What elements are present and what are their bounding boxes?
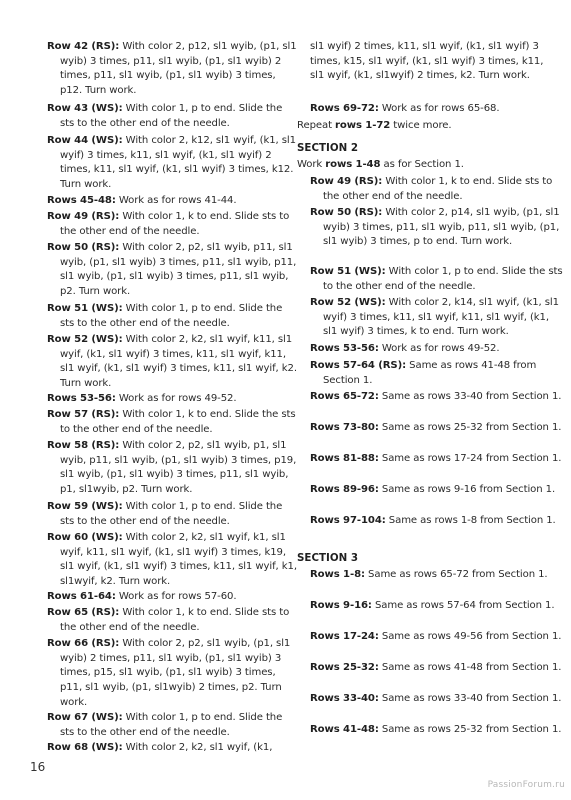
row-text: With color 1, k to end. Slide sts to the other end of the needle. bbox=[60, 211, 290, 237]
row-text: Same as rows 33-40 from Section 1. bbox=[378, 693, 562, 704]
row-label: Row 50 (RS): bbox=[310, 207, 383, 218]
section-2-heading: SECTION 2 bbox=[297, 142, 358, 154]
rows-45-48-instruction bbox=[47, 194, 298, 209]
row-label: Row 49 (RS): bbox=[310, 176, 383, 187]
row-text: Work as for rows 57-60. bbox=[115, 591, 237, 602]
row-67-instruction bbox=[47, 711, 298, 740]
row-text: With color 2, k2, sl1 wyif, k1, sl1 wyif, k11, sl1 wyif, (k1, sl1 wyif) 3 times, k19, sl1 wyif, (k1, sl1 wyif) 3 times, k11, sl1 wyif, k1, sl1wyif, k2. Turn work. bbox=[60, 532, 297, 588]
row-text: With color 1, k to end. Slide sts to the other end of the needle. bbox=[323, 176, 553, 202]
row-label: Rows 25-32: bbox=[310, 662, 379, 673]
section-3-heading: SECTION 3 bbox=[297, 552, 358, 564]
row-label: Rows 53-56: bbox=[47, 393, 116, 404]
row-label: Rows 45-48: bbox=[47, 195, 116, 206]
row-text: With color 2, p2, sl1 wyib, (p1, sl1 wyib) 2 times, p11, sl1 wyib, (p1, sl1 wyib) 3 times, p15, sl1 wyib, (p1, sl1 wyib) 3 times, p11, sl1 wyib, (p1, sl1wyib) 2 times, p2. Turn work. bbox=[60, 638, 291, 708]
row-label: Rows 1-8: bbox=[310, 569, 365, 580]
row-text: With color 2, k2, sl1 wyif, k11, sl1 wyif, (k1, sl1 wyif) 3 times, k11, sl1 wyif, k11, sl1 wyif, (k1, sl1 wyif) 3 times, k11, sl1 wyif, k2. Turn work. bbox=[60, 334, 297, 390]
row-text: Same as rows 17-24 from Section 1. bbox=[378, 453, 562, 464]
row-label: Row 49 (RS): bbox=[47, 211, 120, 222]
row-label: Rows 61-64: bbox=[47, 591, 116, 602]
row-label: Row 50 (RS): bbox=[47, 242, 120, 253]
s2-row-49-instruction bbox=[310, 175, 565, 204]
row-50-instruction bbox=[47, 241, 298, 300]
row-label: Row 52 (WS): bbox=[310, 297, 386, 308]
s2-rows-97-104-instruction bbox=[310, 514, 565, 529]
row-text: Same as rows 65-72 from Section 1. bbox=[364, 569, 548, 580]
intro-rows: rows 1-48 bbox=[325, 159, 381, 170]
row-text: With color 2, p2, sl1 wyib, p1, sl1 wyib, p11, sl1 wyib, (p1, sl1 wyib) 3 times, p19, sl1 wyib, (p1, sl1 wyib) 3 times, p11, sl1 wyib, p1, sl1wyib, p2. Turn work. bbox=[60, 440, 297, 496]
s3-rows-1-8-instruction bbox=[310, 568, 565, 583]
row-57-instruction bbox=[47, 408, 298, 437]
s2-row-52-instruction bbox=[310, 296, 565, 340]
row-text: Work as for rows 49-52. bbox=[378, 343, 500, 354]
intro-text-end: as for Section 1. bbox=[380, 159, 464, 170]
s2-rows-53-56-instruction bbox=[310, 342, 565, 357]
row-text: With color 2, p2, sl1 wyib, p11, sl1 wyib, (p1, sl1 wyib) 3 times, p11, sl1 wyib, p11, sl1 wyib, (p1, sl1 wyib) 3 times, p11, sl1 wyib, p2. Turn work. bbox=[60, 242, 297, 298]
s2-row-51-instruction bbox=[310, 265, 565, 294]
row-42-instruction bbox=[47, 40, 298, 99]
row-text: With color 2, p12, sl1 wyib, (p1, sl1 wyib) 3 times, p11, sl1 wyib, (p1, sl1 wyib) 2 times, p11, sl1 wyib, (p1, sl1 wyib) 3 times, p12. Turn work. bbox=[60, 41, 297, 97]
s3-rows-25-32-instruction bbox=[310, 661, 565, 676]
row-text: With color 2, k2, sl1 wyif, (k1, bbox=[122, 742, 273, 753]
row-text: Same as rows 25-32 from Section 1. bbox=[378, 724, 562, 735]
row-52-instruction bbox=[47, 333, 298, 392]
row-59-instruction bbox=[47, 500, 298, 529]
row-label: Rows 97-104: bbox=[310, 515, 386, 526]
row-label: Row 51 (WS): bbox=[310, 266, 386, 277]
row-text: Work as for rows 49-52. bbox=[115, 393, 237, 404]
s2-rows-81-88-instruction bbox=[310, 452, 565, 467]
row-text: With color 2, k12, sl1 wyif, (k1, sl1 wyif) 3 times, k11, sl1 wyif, (k1, sl1 wyif) 2 times, k11, sl1 wyif, (k1, sl1 wyif) 3 times, k12. Turn work. bbox=[60, 135, 296, 191]
row-51-instruction bbox=[47, 302, 298, 331]
rows-61-64-instruction bbox=[47, 590, 298, 605]
row-label: Row 57 (RS): bbox=[47, 409, 120, 420]
row-text: Same as rows 49-56 from Section 1. bbox=[378, 631, 562, 642]
row-text: Same as rows 1-8 from Section 1. bbox=[385, 515, 556, 526]
row-label: Rows 69-72: bbox=[310, 103, 379, 114]
row-text: With color 1, k to end. Slide the sts to the other end of the needle. bbox=[60, 409, 296, 435]
row-label: Row 43 (WS): bbox=[47, 103, 123, 114]
row-label: Row 68 (WS): bbox=[47, 742, 123, 753]
row-text: With color 1, k to end. Slide sts to the other end of the needle. bbox=[60, 607, 290, 633]
row-label: Rows 33-40: bbox=[310, 693, 379, 704]
s3-rows-17-24-instruction bbox=[310, 630, 565, 645]
row-label: Row 67 (WS): bbox=[47, 712, 123, 723]
watermark: PassionForum.ru bbox=[487, 780, 565, 790]
row-label: Rows 65-72: bbox=[310, 391, 379, 402]
row-label: Rows 73-80: bbox=[310, 422, 379, 433]
s3-rows-9-16-instruction bbox=[310, 599, 565, 614]
row-label: Row 66 (RS): bbox=[47, 638, 120, 649]
s3-rows-33-40-instruction bbox=[310, 692, 565, 707]
s2-rows-57-64-instruction bbox=[310, 359, 565, 388]
row-68-instruction bbox=[47, 741, 298, 756]
page-number: 16 bbox=[30, 760, 46, 774]
repeat-instruction bbox=[297, 119, 557, 134]
row-label: Row 59 (WS): bbox=[47, 501, 123, 512]
row-text: Same as rows 41-48 from Section 1. bbox=[323, 360, 537, 386]
row-text: Work as for rows 65-68. bbox=[378, 103, 500, 114]
intro-text: Work bbox=[297, 159, 326, 170]
row-label: Rows 41-48: bbox=[310, 724, 379, 735]
repeat-text-end: twice more. bbox=[390, 120, 452, 131]
row-65-instruction bbox=[47, 606, 298, 635]
rows-69-72-instruction bbox=[310, 102, 563, 117]
row-label: Rows 89-96: bbox=[310, 484, 379, 495]
row-label: Rows 9-16: bbox=[310, 600, 372, 611]
row-text: With color 1, p to end. Slide the sts to the other end of the needle. bbox=[60, 712, 283, 738]
row-text: Same as rows 33-40 from Section 1. bbox=[378, 391, 562, 402]
repeat-rows: rows 1-72 bbox=[335, 120, 391, 131]
row-text: Work as for rows 41-44. bbox=[115, 195, 237, 206]
row-text: Same as rows 57-64 from Section 1. bbox=[371, 600, 555, 611]
row-label: Row 51 (WS): bbox=[47, 303, 123, 314]
row-label: Row 52 (WS): bbox=[47, 334, 123, 345]
row-label: Row 60 (WS): bbox=[47, 532, 123, 543]
row-label: Rows 57-64 (RS): bbox=[310, 360, 407, 371]
row-text: With color 1, p to end. Slide the sts to the other end of the needle. bbox=[60, 303, 283, 329]
row-text: With color 2, p14, sl1 wyib, (p1, sl1 wyib) 3 times, p11, sl1 wyib, p11, sl1 wyib, (p1, sl1 wyib) 3 times, p to end. Turn work. bbox=[323, 207, 560, 248]
row-60-instruction bbox=[47, 531, 298, 590]
row-66-instruction bbox=[47, 637, 298, 711]
s2-row-50-instruction bbox=[310, 206, 565, 250]
row-label: Row 44 (WS): bbox=[47, 135, 123, 146]
row-text: With color 1, p to end. Slide the sts to the other end of the needle. bbox=[323, 266, 563, 292]
row-label: Rows 81-88: bbox=[310, 453, 379, 464]
row-44-instruction bbox=[47, 134, 298, 193]
row-text: Same as rows 41-48 from Section 1. bbox=[378, 662, 562, 673]
s3-rows-41-48-instruction bbox=[310, 723, 565, 738]
row-68-continuation: sl1 wyif) 2 times, k11, sl1 wyif, (k1, sl1 wyif) 3 times, k15, sl1 wyif, (k1, sl1 wyif) 3 times, k11, sl1 wyif, (k1, sl1wyif) 2 times, k2. Turn work. bbox=[310, 41, 544, 82]
s2-rows-65-72-instruction bbox=[310, 390, 565, 405]
row-label: Row 42 (RS): bbox=[47, 41, 120, 52]
row-label: Rows 53-56: bbox=[310, 343, 379, 354]
s2-rows-73-80-instruction bbox=[310, 421, 565, 436]
rows-53-56-instruction bbox=[47, 392, 298, 407]
s2-rows-89-96-instruction bbox=[310, 483, 565, 498]
row-text: Same as rows 9-16 from Section 1. bbox=[378, 484, 556, 495]
row-label: Rows 17-24: bbox=[310, 631, 379, 642]
section-2-intro bbox=[297, 158, 557, 173]
row-43-instruction bbox=[47, 102, 298, 131]
row-label: Row 65 (RS): bbox=[47, 607, 120, 618]
row-49-instruction bbox=[47, 210, 298, 239]
row-text: With color 2, k14, sl1 wyif, (k1, sl1 wyif) 3 times, k11, sl1 wyif, k11, sl1 wyif, (k1, sl1 wyif) 3 times, k to end. Turn work. bbox=[323, 297, 559, 338]
row-text: With color 1, p to end. Slide the sts to the other end of the needle. bbox=[60, 103, 283, 129]
repeat-text: Repeat bbox=[297, 120, 336, 131]
row-text: With color 1, p to end. Slide the sts to the other end of the needle. bbox=[60, 501, 283, 527]
row-text: Same as rows 25-32 from Section 1. bbox=[378, 422, 562, 433]
row-label: Row 58 (RS): bbox=[47, 440, 120, 451]
row-58-instruction bbox=[47, 439, 298, 498]
